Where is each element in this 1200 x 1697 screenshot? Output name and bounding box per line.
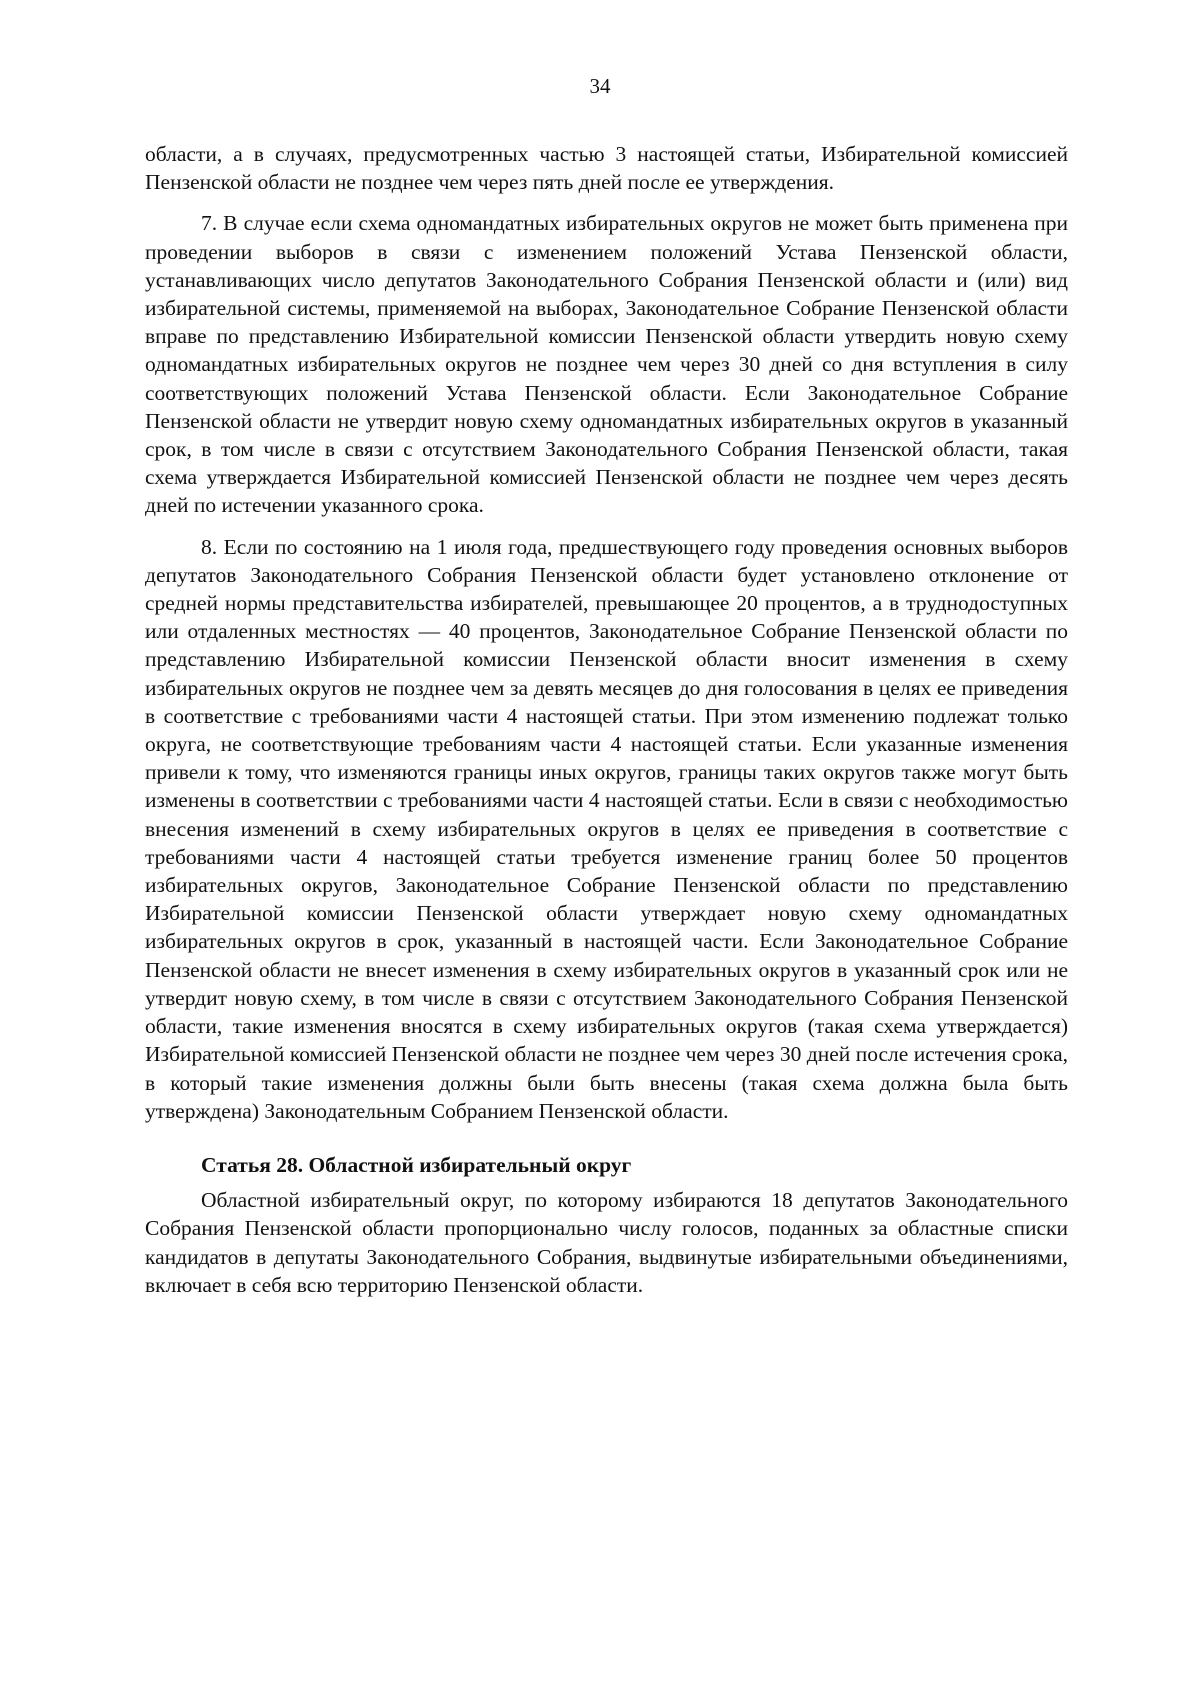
document-body	[145, 140, 1068, 1299]
article-heading: Статья 28. Областной избирательный округ	[201, 1152, 632, 1177]
paragraph-8: 8. Если по состоянию на 1 июля года, предшествующего году проведения основных выборов депутатов Законодательного Собрания Пензенской области будет установлено отклонение от средней нормы представительства избирателей, превышающее 20 процентов, а в труднодоступных или отдаленных местностях — 40 процентов, Законодательное Собрание Пензенской области по представлению Избирательной комиссии Пензенской области вносит изменения в схему избирательных округов не позднее чем за девять месяцев до дня голосования в целях ее приведения в соответствие с требованиями части 4 настоящей статьи. При этом изменению подлежат только округа, не соответствующие требованиям части 4 настоящей статьи. Если указанные изменения привели к тому, что изменяются границы иных округов, границы таких округов также могут быть изменены в соответствии с требованиями части 4 настоящей статьи. Если в связи с необходимостью внесения изменений в схему избирательных округов в целях ее приведения в соответствие с требованиями части 4 настоящей статьи требуется изменение границ более 50 процентов избирательных округов, Законодательное Собрание Пензенской области по представлению Избирательной комиссии Пензенской области утверждает новую схему одномандатных избирательных округов в срок, указанный в настоящей части. Если Законодательное Собрание Пензенской области не внесет изменения в схему избирательных округов в указанный срок или не утвердит новую схему, в том числе в связи с отсутствием Законодательного Собрания Пензенской области, такие изменения вносятся в схему избирательных округов (такая схема утверждается) Избирательной комиссией Пензенской области не позднее чем через 30 дней после истечения срока, в который такие изменения должны были быть внесены (такая схема должна была быть утверждена) Законодательным Собранием Пензенской области.	[145, 534, 1068, 1123]
paragraph-continuation: области, а в случаях, предусмотренных частью 3 настоящей статьи, Избирательной комиссией Пензенской области не позднее чем через пять дней после ее утверждения.	[145, 142, 1068, 195]
page-number: 34	[589, 74, 611, 98]
paragraph-7: 7. В случае если схема одномандатных избирательных округов не может быть применена при проведении выборов в связи с изменением положений Устава Пензенской области, устанавливающих число депутатов Законодательного Собрания Пензенской области и (или) вид избирательной системы, применяемой на выборах, Законодательное Собрание Пензенской области вправе по представлению Избирательной комиссии Пензенской области утвердить новую схему одномандатных избирательных округов не позднее чем через 30 дней со дня вступления в силу соответствующих положений Устава Пензенской области. Если Законодательное Собрание Пензенской области не утвердит новую схему одномандатных избирательных округов в указанный срок, в том числе в связи с отсутствием Законодательного Собрания Пензенской области, такая схема утверждается Избирательной комиссией Пензенской области не позднее чем через десять дней по истечении указанного срока.	[145, 211, 1068, 518]
article-28-text: Областной избирательный округ, по которому избираются 18 депутатов Законодательного Собрания Пензенской области пропорционально числу голосов, поданных за областные списки кандидатов в депутаты Законодательного Собрания, выдвинутые избирательными объединениями, включает в себя всю территорию Пензенской области.	[145, 1188, 1068, 1297]
